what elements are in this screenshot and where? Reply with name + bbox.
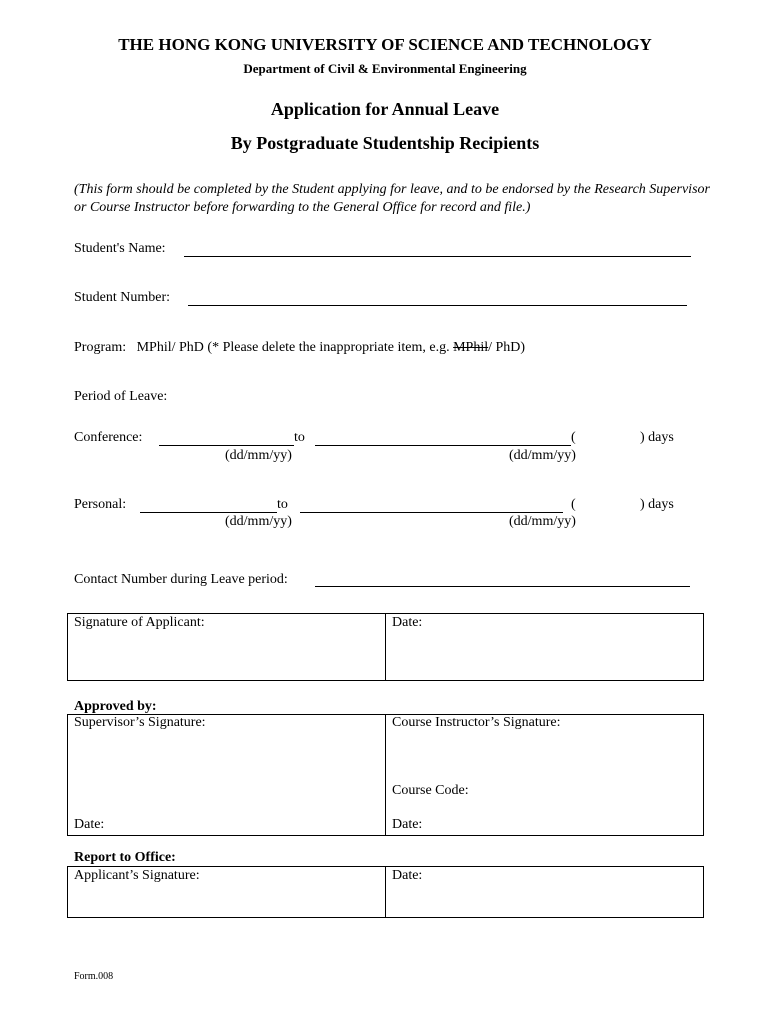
instructor-date-label: Date: [392,817,423,832]
form-title: Application for Annual Leave [270,99,500,119]
form-instructions: (This form should be completed by the Student applying for leave, and to be endorsed by the Research Supervisor or Course Instructor before forwarding to the General Office for record and file.) [74,182,710,215]
conference-days-label: ) days [640,430,674,445]
contact-number-label: Contact Number during Leave period: [74,572,288,587]
personal-days-open: ( [571,497,576,512]
personal-days-label: ) days [640,497,674,512]
program-options: MPhil/ PhD (* Please delete the inappropriate item, e.g. [136,340,450,355]
conference-days-open: ( [571,430,576,445]
personal-from-date-field[interactable] [140,512,277,513]
report-box-divider [385,866,386,918]
personal-from-format: (dd/mm/yy) [225,514,292,529]
form-subtitle: By Postgraduate Studentship Recipients [230,133,540,153]
applicant-signature-label: Signature of Applicant: [74,615,205,630]
period-of-leave-label: Period of Leave: [74,389,168,404]
conference-from-format: (dd/mm/yy) [225,448,292,463]
approval-box-divider [385,714,386,836]
supervisor-signature-label: Supervisor’s Signature: [74,715,206,730]
report-date-label: Date: [392,868,423,883]
university-name: THE HONG KONG UNIVERSITY OF SCIENCE AND TECHNOLOGY [118,35,652,54]
personal-to-format: (dd/mm/yy) [509,514,576,529]
instructor-signature-label: Course Instructor’s Signature: [392,715,561,730]
student-number-label: Student Number: [74,290,171,305]
conference-to-label: to [294,430,305,445]
report-applicant-signature-label: Applicant’s Signature: [74,868,200,883]
program-strike-example: MPhil [453,340,489,355]
report-to-office-heading: Report to Office: [74,850,176,865]
program-label: Program: [74,340,127,355]
conference-from-date-field[interactable] [159,445,294,446]
applicant-date-label: Date: [392,615,423,630]
conference-label: Conference: [74,430,143,445]
conference-to-format: (dd/mm/yy) [509,448,576,463]
applicant-box-divider [385,613,386,681]
student-name-field[interactable] [184,256,691,257]
course-code-label: Course Code: [392,783,469,798]
student-name-label: Student's Name: [74,241,166,256]
program-line [74,340,525,356]
department-name: Department of Civil & Environmental Engineering [243,61,527,76]
conference-to-date-field[interactable] [315,445,571,446]
personal-label: Personal: [74,497,127,512]
student-number-field[interactable] [188,305,687,306]
personal-to-label: to [277,497,288,512]
program-options-end: / PhD) [488,340,526,355]
supervisor-date-label: Date: [74,817,105,832]
approved-by-heading: Approved by: [74,699,157,714]
form-code: Form.008 [74,971,114,982]
personal-to-date-field[interactable] [300,512,563,513]
contact-number-field[interactable] [315,586,690,587]
